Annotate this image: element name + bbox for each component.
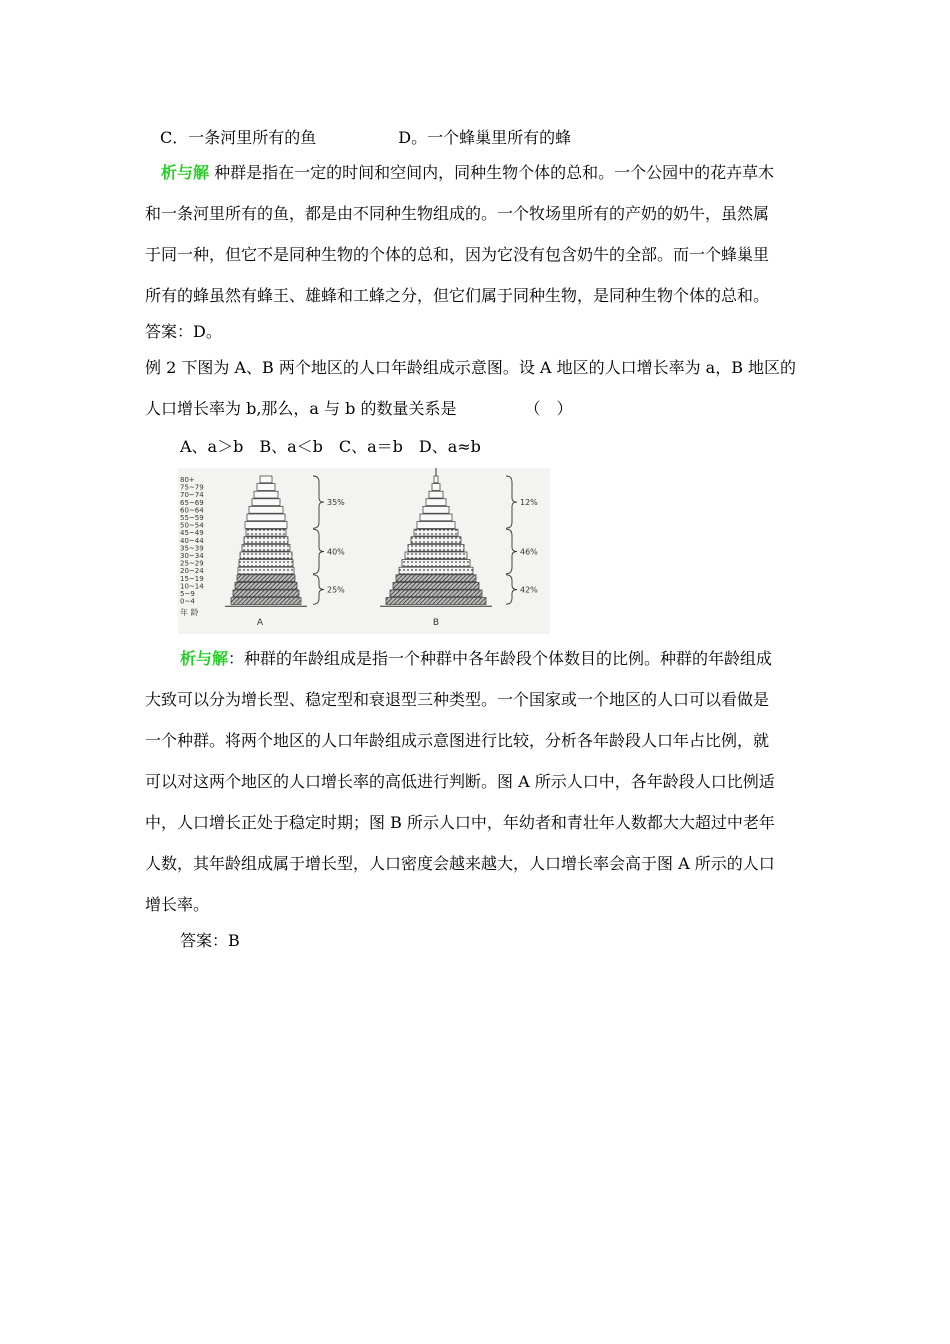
age-tick-label: 50~54 <box>180 521 204 530</box>
pyramid-b-bar <box>429 491 443 498</box>
pyramid-a-bar <box>245 522 287 529</box>
age-tick-label: 80+ <box>180 476 195 484</box>
pyramid-b-bar <box>411 537 461 544</box>
pyramid-b-group-label: 46% <box>520 547 538 557</box>
age-tick-label: 30~34 <box>180 552 204 560</box>
age-tick-label: 5~9 <box>180 590 195 598</box>
pyramid-a-bar <box>231 598 301 605</box>
age-tick-label: 45~49 <box>180 529 204 538</box>
age-tick-label: 60~64 <box>180 506 204 515</box>
example2-line1: 例 2 下图为 A、B 两个地区的人口年龄组成示意图。设 A 地区的人口增长率为 a，B 地区的 <box>145 358 797 377</box>
pyramid-a-bar <box>254 491 278 498</box>
pyramid-b-bar <box>396 575 476 582</box>
pyramid-a-group-label: 35% <box>327 498 345 508</box>
analysis2-label: 析与解 <box>180 649 229 668</box>
figure-background <box>178 468 550 634</box>
analysis2-line6: 人数，其年龄组成属于增长型，人口密度会越来越大，人口增长率会高于图 A 所示的人口 <box>145 854 775 873</box>
pyramid-b-bar <box>414 529 458 536</box>
pyramid-a-bar <box>240 552 292 559</box>
age-tick-label: 25~29 <box>180 559 204 568</box>
example2-options: A、a＞b B、a＜b C、a＝b D、a≈b <box>180 437 481 456</box>
pyramid-a-group-label: 25% <box>327 585 345 595</box>
pyramid-a-bar <box>246 529 286 536</box>
pyramid-b-bar <box>417 522 455 529</box>
answer-bracket: （ ） <box>524 399 573 418</box>
pyramid-b-group-label: 12% <box>520 498 538 508</box>
pyramid-b-bar <box>408 544 464 551</box>
age-tick-label: 75~79 <box>180 483 204 492</box>
pyramid-a-bar <box>257 484 275 491</box>
age-tick-label: 10~14 <box>180 582 204 591</box>
pyramid-b-bar <box>393 582 479 589</box>
pyramid-b-bar <box>402 560 470 567</box>
pyramid-b-bar <box>423 506 449 513</box>
answer1: 答案：D。 <box>145 322 222 341</box>
analysis1-line1: 析与解 种群是指在一定的时间和空间内，同种生物个体的总和。一个公园中的花卉草木 <box>161 163 775 182</box>
option-d: D。一个蜂巢里所有的蜂 <box>398 128 572 147</box>
pyramid-b-name: B <box>432 618 440 629</box>
age-tick-label: 20~24 <box>180 567 204 576</box>
pyramid-b-bar <box>432 484 440 491</box>
age-tick-label: 70~74 <box>180 491 204 500</box>
pyramid-a-bar <box>237 575 295 582</box>
pyramid-b-bar <box>390 590 482 597</box>
pyramid-a-bar <box>249 506 283 513</box>
analysis1-label: 析与解 <box>161 163 210 182</box>
pyramid-b-group-label: 42% <box>520 585 538 595</box>
analysis2-line1: 析与解：种群的年龄组成是指一个种群中各年龄段个体数目的比例。种群的年龄组成 <box>180 649 773 668</box>
analysis1-line2: 和一条河里所有的鱼，都是由不同种生物组成的。一个牧场里所有的产奶的奶牛，虽然属 <box>145 204 770 223</box>
age-tick-label: 65~69 <box>180 498 204 507</box>
pyramid-b-bar <box>426 499 446 506</box>
pyramid-a-bar <box>252 499 280 506</box>
age-tick-label: 40~44 <box>180 536 204 545</box>
pyramid-b-bar <box>399 567 473 574</box>
pyramid-a-bar <box>247 514 285 521</box>
population-pyramids-svg <box>178 468 550 634</box>
pyramid-a-group-label: 40% <box>327 547 345 557</box>
analysis2-line2: 大致可以分为增长型、稳定型和衰退型三种类型。一个国家或一个地区的人口可以看做是 <box>145 690 770 709</box>
age-axis-label: 年 龄 <box>180 608 199 618</box>
option-c: C．一条河里所有的鱼 <box>160 128 317 147</box>
pyramid-a-bar <box>233 590 299 597</box>
q1-options-line <box>160 128 571 148</box>
analysis2-line7: 增长率。 <box>145 895 210 914</box>
pyramid-a-bar <box>239 560 293 567</box>
pyramid-a-name: A <box>256 618 264 629</box>
pyramid-a-bar <box>242 544 290 551</box>
pyramid-a-bar <box>238 567 294 574</box>
answer2: 答案：B <box>180 931 240 950</box>
analysis2-line4: 可以对这两个地区的人口增长率的高低进行判断。图 A 所示人口中，各年龄段人口比例适 <box>145 772 775 791</box>
analysis2-line5: 中，人口增长正处于稳定时期；图 B 所示人口中，年幼者和青壮年人数都大大超过中老年 <box>145 813 775 832</box>
pyramid-a-bar <box>244 537 288 544</box>
age-tick-label: 35~39 <box>180 544 204 553</box>
example2-line2: 人口增长率为 b,那么，a 与 b 的数量关系是 （ ） <box>145 399 573 418</box>
pyramid-a-bar <box>260 476 272 483</box>
age-tick-label: 0~4 <box>180 597 195 606</box>
age-tick-label: 15~19 <box>180 574 204 583</box>
pyramid-b-bar <box>434 476 438 483</box>
analysis1-line4: 所有的蜂虽然有蜂王、雄蜂和工蜂之分，但它们属于同种生物，是同种生物个体的总和。 <box>145 286 770 305</box>
analysis1-line3: 于同一种，但它不是同种生物的个体的总和，因为它没有包含奶牛的全部。而一个蜂巢里 <box>145 245 770 264</box>
population-pyramid-figure <box>178 468 550 634</box>
pyramid-b-bar <box>405 552 467 559</box>
pyramid-a-bar <box>235 582 297 589</box>
age-tick-label: 55~59 <box>180 514 204 522</box>
analysis2-line3: 一个种群。将两个地区的人口年龄组成示意图进行比较，分析各年龄段人口年占比例，就 <box>145 731 770 750</box>
pyramid-b-bar <box>386 598 486 605</box>
pyramid-b-bar <box>420 514 452 521</box>
